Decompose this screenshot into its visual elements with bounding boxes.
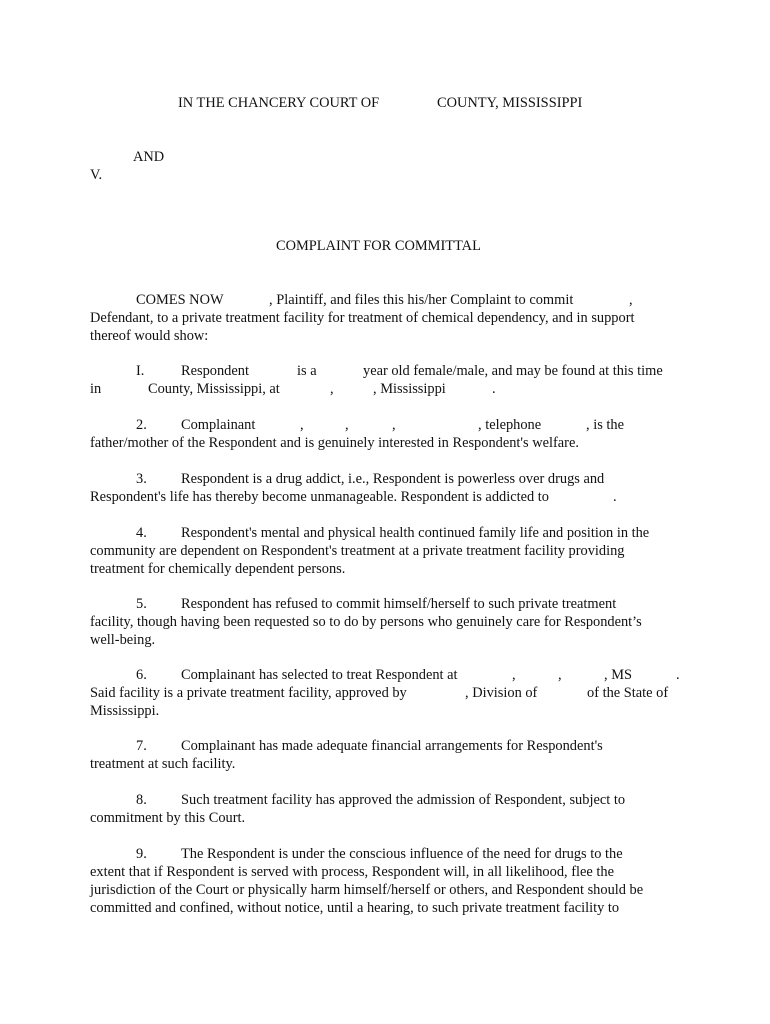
paragraph-4-line-1: Respondent's mental and physical health continued family life and position in the	[181, 525, 650, 541]
paragraph-9-line-2: extent that if Respondent is served with process, Respondent will, in all likelihood, flee the	[90, 864, 614, 880]
paragraph-1-text-g: , Mississippi	[373, 381, 446, 397]
paragraph-2-text-b: ,	[300, 417, 304, 433]
court-caption-prefix: IN THE CHANCERY COURT OF	[178, 95, 380, 111]
paragraph-8-line-1: Such treatment facility has approved the admission of Respondent, subject to	[181, 792, 626, 808]
intro-line-1a: COMES NOW	[136, 292, 224, 308]
intro-line-1c: ,	[629, 292, 633, 308]
intro-line-3: thereof would show:	[90, 328, 209, 344]
document-title: COMPLAINT FOR COMMITTAL	[276, 238, 481, 254]
paragraph-5-number: 5.	[136, 596, 147, 612]
paragraph-1-text-h: .	[492, 381, 496, 397]
paragraph-4-line-3: treatment for chemically dependent persons.	[90, 561, 346, 577]
paragraph-6-line-2a: Said facility is a private treatment facility, approved by	[90, 685, 407, 701]
paragraph-1-text-c: year old female/male, and may be found at this time	[363, 363, 663, 379]
paragraph-2-line-2: father/mother of the Respondent and is genuinely interested in Respondent's welfare.	[90, 435, 579, 451]
paragraph-7-line-1: Complainant has made adequate financial arrangements for Respondent's	[181, 738, 603, 754]
paragraph-5-line-3: well-being.	[90, 632, 156, 648]
paragraph-6-line-1d: , MS	[604, 667, 632, 683]
court-caption-suffix: COUNTY, MISSISSIPPI	[437, 95, 583, 111]
paragraph-5-line-1: Respondent has refused to commit himself/herself to such private treatment	[181, 596, 617, 612]
paragraph-3-line-2: Respondent's life has thereby become unmanageable. Respondent is addicted to	[90, 489, 549, 505]
paragraph-8-line-2: commitment by this Court.	[90, 810, 246, 826]
paragraph-7-number: 7.	[136, 738, 147, 754]
caption-and: AND	[133, 149, 165, 165]
paragraph-9-number: 9.	[136, 846, 147, 862]
intro-line-2: Defendant, to a private treatment facility for treatment of chemical dependency, and in support	[90, 310, 635, 326]
paragraph-9-line-4: committed and confined, without notice, until a hearing, to such private treatment facility to	[90, 900, 620, 916]
paragraph-3-line-2-end: .	[613, 489, 617, 505]
paragraph-1-text-f: ,	[330, 381, 334, 397]
paragraph-2-text-a: Complainant	[181, 417, 256, 433]
paragraph-1-text-e: County, Mississippi, at	[148, 381, 280, 397]
paragraph-7-line-2: treatment at such facility.	[90, 756, 236, 772]
paragraph-6-number: 6.	[136, 667, 147, 683]
paragraph-6-line-3: Mississippi.	[90, 703, 160, 719]
paragraph-2-number: 2.	[136, 417, 147, 433]
paragraph-6-line-1b: ,	[512, 667, 516, 683]
caption-versus: V.	[90, 167, 103, 183]
paragraph-8-number: 8.	[136, 792, 147, 808]
paragraph-9-line-3: jurisdiction of the Court or physically harm himself/herself or others, and Respondent should be	[90, 882, 644, 898]
paragraph-1-text-a: Respondent	[181, 363, 249, 379]
intro-line-1b: , Plaintiff, and files this his/her Complaint to commit	[269, 292, 574, 308]
paragraph-4-number: 4.	[136, 525, 147, 541]
paragraph-1-text-d: in	[90, 381, 102, 397]
paragraph-3-line-1: Respondent is a drug addict, i.e., Respondent is powerless over drugs and	[181, 471, 605, 487]
paragraph-5-line-2: facility, though having been requested so to do by persons who genuinely care for Respondent’s	[90, 614, 642, 630]
paragraph-2-text-f: , is the	[586, 417, 624, 433]
paragraph-2-text-e: , telephone	[478, 417, 542, 433]
paragraph-2-text-d: ,	[392, 417, 396, 433]
paragraph-2-text-c: ,	[345, 417, 349, 433]
paragraph-9-line-1: The Respondent is under the conscious influence of the need for drugs to the	[181, 846, 623, 862]
paragraph-4-line-2: community are dependent on Respondent's treatment at a private treatment facility providing	[90, 543, 625, 559]
paragraph-3-number: 3.	[136, 471, 147, 487]
paragraph-6-line-2b: , Division of	[465, 685, 538, 701]
paragraph-1-number: I.	[136, 363, 145, 379]
paragraph-6-line-2c: of the State of	[587, 685, 669, 701]
paragraph-6-line-1e: .	[676, 667, 680, 683]
paragraph-6-line-1: Complainant has selected to treat Respondent at	[181, 667, 458, 683]
paragraph-1-text-b: is a	[297, 363, 317, 379]
paragraph-6-line-1c: ,	[558, 667, 562, 683]
